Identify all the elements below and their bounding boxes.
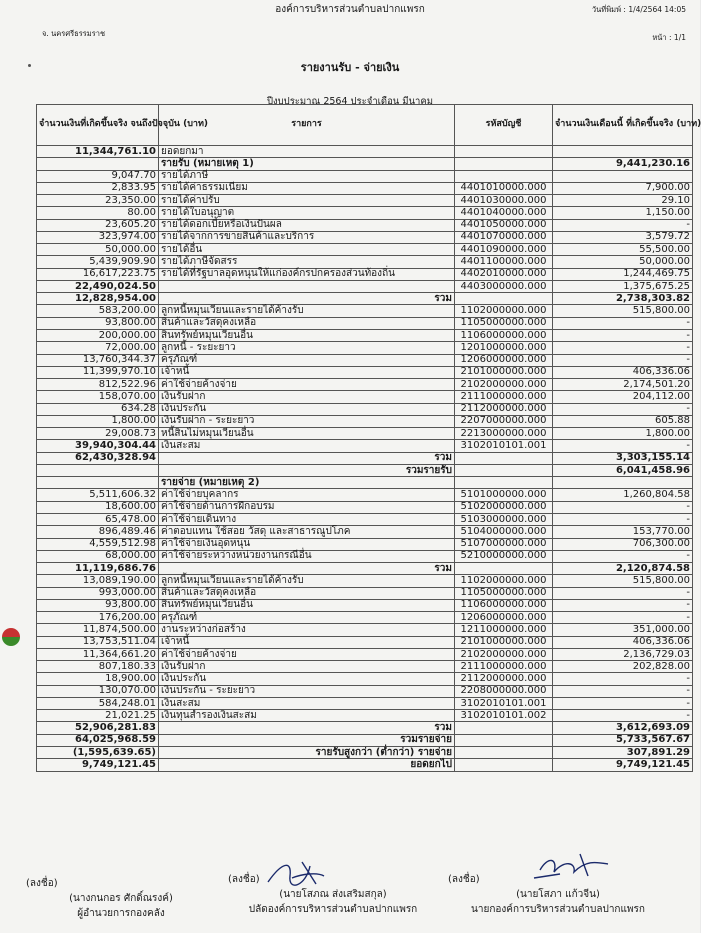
cell-actual-ytd (37, 464, 159, 476)
cell-actual-ytd: (1,595,639.65) (37, 747, 159, 759)
cell-item: ค่าใช้จ่ายเดินทาง (159, 513, 455, 525)
cell-account-code: 1206000000.000 (455, 354, 553, 366)
cell-account-code: 5104000000.000 (455, 526, 553, 538)
cell-month-amount: 515,800.00 (553, 305, 693, 317)
cell-actual-ytd: 200,000.00 (37, 329, 159, 341)
cell-month-amount: 2,738,303.82 (553, 293, 693, 305)
page-number: หน้า : 1/1 (652, 33, 686, 42)
cell-item: เงินประกัน - ระยะยาว (159, 685, 455, 697)
cell-account-code: 5107000000.000 (455, 538, 553, 550)
cell-item: รายได้ค่าปรับ (159, 195, 455, 207)
cell-item: รวมรายรับ (159, 464, 455, 476)
cell-item: ลูกหนี้ - ระยะยาว (159, 342, 455, 354)
cell-actual-ytd: 23,605.20 (37, 219, 159, 231)
cell-item: รวม (159, 722, 455, 734)
cell-account-code (455, 170, 553, 182)
table-row (37, 526, 693, 538)
cell-item: รายได้อื่น (159, 244, 455, 256)
table-row (37, 710, 693, 722)
cell-month-amount: 9,441,230.16 (553, 158, 693, 170)
org-name: องค์การบริหารส่วนตำบลปากแพรก (275, 4, 425, 15)
cell-actual-ytd: 5,439,909.90 (37, 256, 159, 268)
cell-month-amount: 406,336.06 (553, 636, 693, 648)
cell-month-amount: - (553, 513, 693, 525)
cell-account-code: 2111000000.000 (455, 391, 553, 403)
table-row (37, 170, 693, 182)
cell-item: ค่าใช้จ่ายค้างจ่าย (159, 648, 455, 660)
table-row (37, 146, 693, 158)
cell-actual-ytd: 12,828,954.00 (37, 293, 159, 305)
cell-month-amount: 2,174,501.20 (553, 379, 693, 391)
table-row (37, 563, 693, 575)
cell-account-code: 1105000000.000 (455, 317, 553, 329)
cell-item: ค่าใช้จ่ายเงินอุดหนุน (159, 538, 455, 550)
cell-actual-ytd: 93,800.00 (37, 599, 159, 611)
table-row (37, 293, 693, 305)
cell-item: ค่าใช้จ่ายบุคลากร (159, 489, 455, 501)
cell-month-amount: - (553, 697, 693, 709)
table-row (37, 342, 693, 354)
cell-account-code: 1211000000.000 (455, 624, 553, 636)
cell-item: รายได้ที่รัฐบาลอุดหนุนให้แก่องค์กรปกครองส่วนท้องถิ่น (159, 268, 455, 280)
cell-item: เจ้าหนี้ (159, 636, 455, 648)
cell-actual-ytd: 11,399,970.10 (37, 366, 159, 378)
table-row (37, 158, 693, 170)
punch-mark (28, 64, 31, 67)
table-row (37, 661, 693, 673)
cell-account-code: 1106000000.000 (455, 599, 553, 611)
cell-month-amount: - (553, 329, 693, 341)
cell-month-amount: 29.10 (553, 195, 693, 207)
cell-actual-ytd: 13,760,344.37 (37, 354, 159, 366)
cell-actual-ytd: 11,119,686.76 (37, 563, 159, 575)
col-actual-ytd: จำนวนเงินที่เกิดขึ้นจริง จนถึงปัจจุบัน (บาท) (37, 105, 159, 146)
table-row (37, 231, 693, 243)
cell-month-amount: 2,136,729.03 (553, 648, 693, 660)
table-row (37, 759, 693, 771)
table-row (37, 428, 693, 440)
cell-account-code: 1201000000.000 (455, 342, 553, 354)
cell-actual-ytd: 1,800.00 (37, 415, 159, 427)
table-row (37, 550, 693, 562)
signer-position: ปลัดองค์การบริหารส่วนตำบลปากแพรก (248, 904, 418, 915)
cell-actual-ytd: 584,248.01 (37, 697, 159, 709)
cell-month-amount: - (553, 599, 693, 611)
cell-account-code: 1102000000.000 (455, 575, 553, 587)
table-row (37, 624, 693, 636)
cell-account-code: 1106000000.000 (455, 329, 553, 341)
cell-account-code (455, 563, 553, 575)
cell-item: ยอดยกมา (159, 146, 455, 158)
cell-account-code: 3102010101.001 (455, 440, 553, 452)
cell-month-amount: 706,300.00 (553, 538, 693, 550)
cell-account-code (455, 747, 553, 759)
cell-actual-ytd: 9,047.70 (37, 170, 159, 182)
col-month-amount: จำนวนเงินเดือนนี้ ที่เกิดขึ้นจริง (บาท) (553, 105, 693, 146)
cell-account-code: 1102000000.000 (455, 305, 553, 317)
table-row (37, 685, 693, 697)
cell-actual-ytd: 634.28 (37, 403, 159, 415)
cell-item: รวม (159, 293, 455, 305)
cell-actual-ytd: 807,180.33 (37, 661, 159, 673)
cell-actual-ytd: 11,874,500.00 (37, 624, 159, 636)
cell-item: รายรับสูงกว่า (ต่ำกว่า) รายจ่าย (159, 747, 455, 759)
cell-actual-ytd (37, 158, 159, 170)
cell-actual-ytd: 11,364,661.20 (37, 648, 159, 660)
cell-account-code: 4401070000.000 (455, 231, 553, 243)
cell-actual-ytd: 21,021.25 (37, 710, 159, 722)
table-row (37, 673, 693, 685)
cell-month-amount: - (553, 501, 693, 513)
cell-month-amount: 3,579.72 (553, 231, 693, 243)
cell-month-amount: 307,891.29 (553, 747, 693, 759)
cell-actual-ytd: 812,522.96 (37, 379, 159, 391)
cell-item: หนี้สินไม่หมุนเวียนอื่น (159, 428, 455, 440)
cell-month-amount: - (553, 673, 693, 685)
table-row (37, 379, 693, 391)
cell-actual-ytd: 52,906,281.83 (37, 722, 159, 734)
cell-actual-ytd: 896,489.46 (37, 526, 159, 538)
cell-month-amount: 3,303,155.14 (553, 452, 693, 464)
cell-item: สินทรัพย์หมุนเวียนอื่น (159, 329, 455, 341)
province: จ. นครศรีธรรมราช (42, 29, 106, 38)
table-row (37, 612, 693, 624)
cell-account-code (455, 293, 553, 305)
cell-month-amount: - (553, 550, 693, 562)
cell-actual-ytd: 9,749,121.45 (37, 759, 159, 771)
signer-position: ผู้อำนวยการกองคลัง (77, 908, 165, 919)
cell-actual-ytd: 72,000.00 (37, 342, 159, 354)
cell-account-code: 4401050000.000 (455, 219, 553, 231)
sign-label: (ลงชื่อ) (228, 874, 260, 885)
cell-actual-ytd: 62,430,328.94 (37, 452, 159, 464)
cell-account-code: 2112000000.000 (455, 673, 553, 685)
sign-label: (ลงชื่อ) (448, 874, 480, 885)
cell-account-code: 2213000000.000 (455, 428, 553, 440)
cell-month-amount: 3,612,693.09 (553, 722, 693, 734)
sign-label: (ลงชื่อ) (26, 878, 58, 889)
signature-block-clerk (228, 872, 438, 917)
table-row (37, 366, 693, 378)
cell-month-amount (553, 146, 693, 158)
table-row (37, 268, 693, 280)
cell-item: เงินประกัน (159, 403, 455, 415)
table-row (37, 244, 693, 256)
cell-item: เงินรับฝาก - ระยะยาว (159, 415, 455, 427)
table-row (37, 305, 693, 317)
cell-item: ค่าตอบแทน ใช้สอย วัสดุ และสาธารณูปโภค (159, 526, 455, 538)
cell-month-amount: - (553, 317, 693, 329)
cell-actual-ytd: 2,833.95 (37, 182, 159, 194)
cell-account-code: 1206000000.000 (455, 612, 553, 624)
table-row (37, 513, 693, 525)
cell-item: รวม (159, 452, 455, 464)
signature-block-finance (26, 876, 216, 921)
cell-actual-ytd: 13,753,511.04 (37, 636, 159, 648)
cell-item: สินค้าและวัสดุคงเหลือ (159, 587, 455, 599)
table-row (37, 489, 693, 501)
cell-month-amount: 1,244,469.75 (553, 268, 693, 280)
cell-item: รายจ่าย (หมายเหตุ 2) (159, 477, 455, 489)
cell-item: สินค้าและวัสดุคงเหลือ (159, 317, 455, 329)
table-row (37, 329, 693, 341)
signer-name: (นางกนกอร ศักดิ์ณรงค์) (69, 893, 173, 904)
signer-name: (นายโสภา แก้วจีน) (516, 889, 600, 900)
table-row (37, 256, 693, 268)
cell-account-code: 4403000000.000 (455, 280, 553, 292)
cell-actual-ytd: 80.00 (37, 207, 159, 219)
cell-account-code: 5103000000.000 (455, 513, 553, 525)
cell-item: รวมรายจ่าย (159, 734, 455, 746)
cell-month-amount: 9,749,121.45 (553, 759, 693, 771)
table-row (37, 722, 693, 734)
cell-account-code (455, 722, 553, 734)
cell-item: ครุภัณฑ์ (159, 612, 455, 624)
cell-month-amount: 1,800.00 (553, 428, 693, 440)
table-row (37, 182, 693, 194)
cell-actual-ytd: 5,511,606.32 (37, 489, 159, 501)
cell-account-code: 4401040000.000 (455, 207, 553, 219)
cell-actual-ytd: 93,800.00 (37, 317, 159, 329)
cell-account-code: 4402010000.000 (455, 268, 553, 280)
table-row (37, 219, 693, 231)
cell-actual-ytd: 65,478.00 (37, 513, 159, 525)
table-row (37, 538, 693, 550)
cell-item (159, 280, 455, 292)
cell-actual-ytd: 993,000.00 (37, 587, 159, 599)
cell-account-code: 2102000000.000 (455, 648, 553, 660)
cell-actual-ytd: 4,559,512.98 (37, 538, 159, 550)
cell-account-code (455, 464, 553, 476)
cell-account-code: 5101000000.000 (455, 489, 553, 501)
cell-item: เงินสะสม (159, 440, 455, 452)
cell-actual-ytd: 11,344,761.10 (37, 146, 159, 158)
cell-item: ครุภัณฑ์ (159, 354, 455, 366)
cell-month-amount: - (553, 440, 693, 452)
cell-item: เงินสะสม (159, 697, 455, 709)
cell-item: เจ้าหนี้ (159, 366, 455, 378)
cell-item: รายได้ค่าธรรมเนียม (159, 182, 455, 194)
table-row (37, 599, 693, 611)
print-date: วันที่พิมพ์ : 1/4/2564 14:05 (591, 5, 686, 14)
cell-item: รวม (159, 563, 455, 575)
cell-actual-ytd: 23,350.00 (37, 195, 159, 207)
cell-account-code: 2207000000.000 (455, 415, 553, 427)
cell-account-code: 3102010101.001 (455, 697, 553, 709)
table-row (37, 477, 693, 489)
cell-month-amount: 7,900.00 (553, 182, 693, 194)
cell-month-amount: - (553, 685, 693, 697)
cell-actual-ytd: 130,070.00 (37, 685, 159, 697)
cell-month-amount: 406,336.06 (553, 366, 693, 378)
table-row (37, 195, 693, 207)
table-row (37, 415, 693, 427)
cell-item: ค่าใช้จ่ายด้านการฝึกอบรม (159, 501, 455, 513)
cell-item: รายได้ภาษี (159, 170, 455, 182)
table-row (37, 452, 693, 464)
table-row (37, 317, 693, 329)
cell-account-code: 2102000000.000 (455, 379, 553, 391)
cell-actual-ytd: 50,000.00 (37, 244, 159, 256)
table-row (37, 734, 693, 746)
cell-item: ลูกหนี้หมุนเวียนและรายได้ค้างรับ (159, 305, 455, 317)
cell-account-code: 2208000000.000 (455, 685, 553, 697)
cell-item: เงินรับฝาก (159, 661, 455, 673)
cell-account-code (455, 734, 553, 746)
cell-month-amount: 1,375,675.25 (553, 280, 693, 292)
cell-actual-ytd: 39,940,304.44 (37, 440, 159, 452)
cell-account-code: 2101000000.000 (455, 366, 553, 378)
report-subtitle: ปีงบประมาณ 2564 ประจำเดือน มีนาคม (266, 96, 434, 107)
cell-month-amount (553, 170, 693, 182)
cell-account-code: 4401010000.000 (455, 182, 553, 194)
cell-month-amount: 605.88 (553, 415, 693, 427)
cell-month-amount: - (553, 587, 693, 599)
color-sticker (2, 628, 20, 646)
cell-actual-ytd: 16,617,223.75 (37, 268, 159, 280)
cell-item: ค่าใช้จ่ายระหว่างหน่วยงานกรณีอื่น (159, 550, 455, 562)
cell-account-code (455, 759, 553, 771)
cell-actual-ytd (37, 477, 159, 489)
cell-month-amount: - (553, 342, 693, 354)
cell-month-amount: 55,500.00 (553, 244, 693, 256)
cell-item: รายได้ภาษีจัดสรร (159, 256, 455, 268)
table-row (37, 440, 693, 452)
cell-actual-ytd: 68,000.00 (37, 550, 159, 562)
cell-account-code: 4401030000.000 (455, 195, 553, 207)
cell-actual-ytd: 323,974.00 (37, 231, 159, 243)
cell-account-code: 4401090000.000 (455, 244, 553, 256)
cell-month-amount: 1,150.00 (553, 207, 693, 219)
signer-position: นายกองค์การบริหารส่วนตำบลปากแพรก (471, 904, 645, 915)
cell-account-code (455, 158, 553, 170)
cell-actual-ytd: 176,200.00 (37, 612, 159, 624)
cell-month-amount: - (553, 354, 693, 366)
cell-item: งานระหว่างก่อสร้าง (159, 624, 455, 636)
cell-month-amount: 204,112.00 (553, 391, 693, 403)
cell-account-code: 2111000000.000 (455, 661, 553, 673)
cell-month-amount: 202,828.00 (553, 661, 693, 673)
report-title: รายงานรับ - จ่ายเงิน (300, 61, 400, 74)
table-row (37, 636, 693, 648)
table-row (37, 207, 693, 219)
cell-account-code: 5210000000.000 (455, 550, 553, 562)
table-row (37, 697, 693, 709)
cell-item: เงินรับฝาก (159, 391, 455, 403)
cell-month-amount: - (553, 612, 693, 624)
cell-account-code (455, 146, 553, 158)
cell-account-code: 4401100000.000 (455, 256, 553, 268)
cell-actual-ytd: 29,008.73 (37, 428, 159, 440)
table-header-row (37, 105, 693, 146)
col-item: รายการ (159, 105, 455, 146)
signature-block-president (448, 872, 668, 917)
table-row (37, 403, 693, 415)
cell-item: ค่าใช้จ่ายค้างจ่าย (159, 379, 455, 391)
cell-month-amount: - (553, 219, 693, 231)
cell-actual-ytd: 18,900.00 (37, 673, 159, 685)
table-row (37, 648, 693, 660)
cell-month-amount (553, 477, 693, 489)
cell-month-amount: - (553, 710, 693, 722)
receipt-payment-table (36, 104, 701, 772)
col-account-code: รหัสบัญชี (455, 105, 553, 146)
cell-month-amount: 1,260,804.58 (553, 489, 693, 501)
cell-account-code: 3102010101.002 (455, 710, 553, 722)
table-row (37, 280, 693, 292)
table-row (37, 747, 693, 759)
cell-month-amount: 2,120,874.58 (553, 563, 693, 575)
cell-account-code: 1105000000.000 (455, 587, 553, 599)
cell-item: รายได้ดอกเบี้ยหรือเงินปันผล (159, 219, 455, 231)
cell-item: เงินทุนสำรองเงินสะสม (159, 710, 455, 722)
cell-month-amount: 50,000.00 (553, 256, 693, 268)
cell-month-amount: 6,041,458.96 (553, 464, 693, 476)
table-body (37, 146, 693, 772)
cell-item: รายได้ใบอนุญาต (159, 207, 455, 219)
table-row (37, 391, 693, 403)
cell-item: ยอดยกไป (159, 759, 455, 771)
cell-month-amount: - (553, 403, 693, 415)
cell-account-code (455, 477, 553, 489)
cell-item: ลูกหนี้หมุนเวียนและรายได้ค้างรับ (159, 575, 455, 587)
signer-name: (นายโสภณ ส่งเสริมสกุล) (279, 889, 387, 900)
cell-month-amount: 153,770.00 (553, 526, 693, 538)
table-row (37, 501, 693, 513)
table-row (37, 575, 693, 587)
cell-account-code: 2101000000.000 (455, 636, 553, 648)
cell-item: รายได้จากการขายสินค้าและบริการ (159, 231, 455, 243)
cell-actual-ytd: 64,025,968.59 (37, 734, 159, 746)
cell-actual-ytd: 22,490,024.50 (37, 280, 159, 292)
cell-actual-ytd: 18,600.00 (37, 501, 159, 513)
cell-month-amount: 5,733,567.67 (553, 734, 693, 746)
cell-account-code (455, 452, 553, 464)
cell-month-amount: 515,800.00 (553, 575, 693, 587)
table-row (37, 587, 693, 599)
table-row (37, 354, 693, 366)
table-row (37, 464, 693, 476)
cell-item: เงินประกัน (159, 673, 455, 685)
cell-actual-ytd: 158,070.00 (37, 391, 159, 403)
cell-item: สินทรัพย์หมุนเวียนอื่น (159, 599, 455, 611)
cell-actual-ytd: 13,089,190.00 (37, 575, 159, 587)
cell-account-code: 2112000000.000 (455, 403, 553, 415)
cell-actual-ytd: 583,200.00 (37, 305, 159, 317)
cell-account-code: 5102000000.000 (455, 501, 553, 513)
cell-item: รายรับ (หมายเหตุ 1) (159, 158, 455, 170)
cell-month-amount: 351,000.00 (553, 624, 693, 636)
